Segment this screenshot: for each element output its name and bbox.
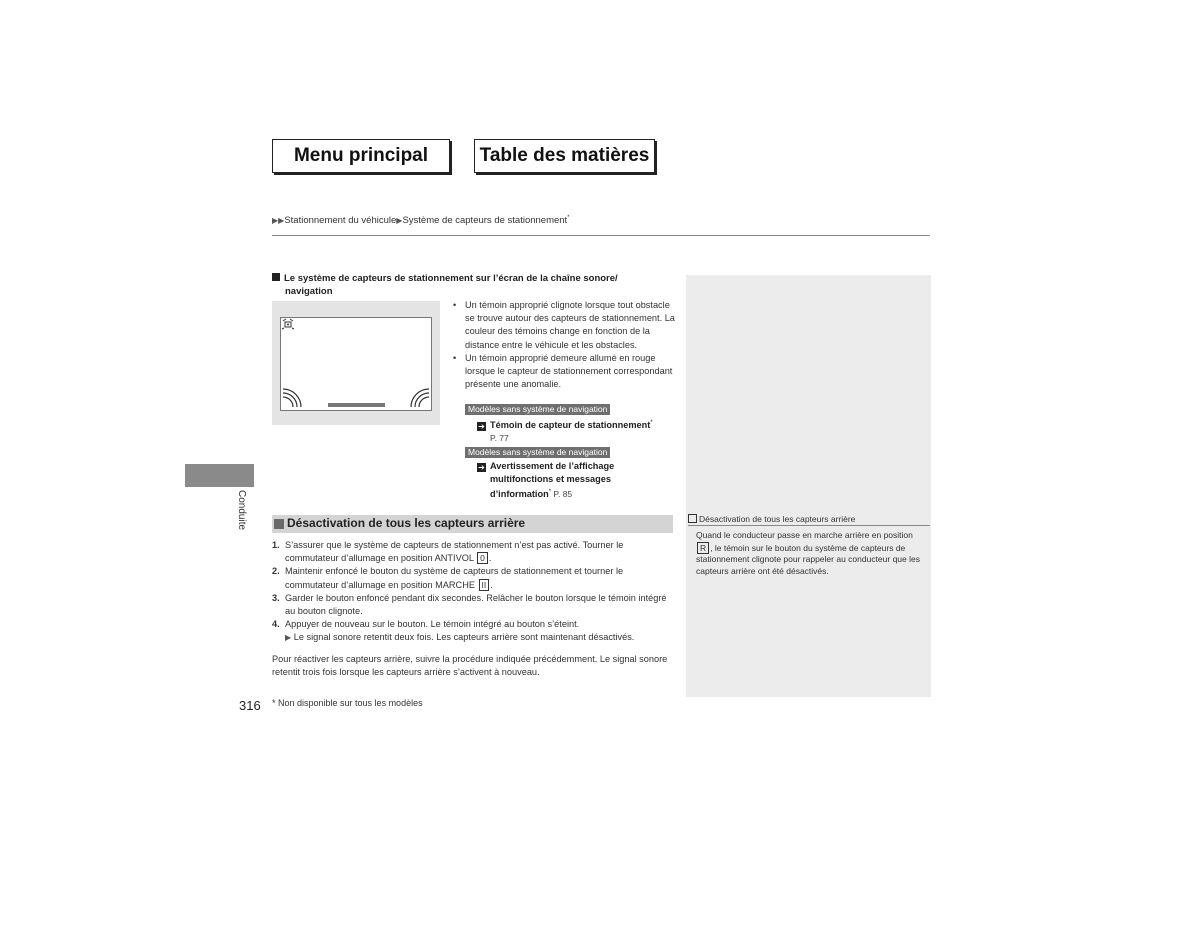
- model-tag: Modèles sans système de navigation: [465, 404, 610, 415]
- chapter-tab[interactable]: [185, 464, 254, 487]
- note-body: Quand le conducteur passe en marche arrière en position R , le témoin sur le bouton du système de capteurs de stationnement clignote pour rappeler au conducteur que les capteurs arrière ont été désactivés.: [696, 530, 920, 576]
- subsection-heading: Le système de capteurs de stationnement sur l’écran de la chaîne sonore/ navigation: [272, 272, 672, 298]
- reverse-gear-key-icon: R: [697, 542, 709, 554]
- rear-right-sensor-waves-icon: [411, 389, 429, 407]
- breadcrumb-arrow-icon: ▶: [396, 216, 403, 226]
- list-item: • Un témoin approprié clignote lorsque tout obstacle se trouve autour des capteurs de stationnement. La couleur des témoins change en fonction de la distance entre le véhicule et les obstacles.: [453, 299, 675, 352]
- breadcrumb-item-parking[interactable]: Stationnement du véhicule: [284, 215, 397, 227]
- reactivation-paragraph: Pour réactiver les capteurs arrière, suivre la procédure indiquée précédemment. Le signal sonore retentit trois fois lorsque les capteurs arrière s’activent à nouveau.: [272, 654, 668, 678]
- breadcrumb-arrow-icon: ▶▶: [272, 216, 285, 226]
- footnote: * Non disponible sur tous les modèles: [272, 698, 423, 708]
- car-sensor-icon: [282, 319, 294, 329]
- step-1: 1. S’assurer que le système de capteurs de stationnement n’est pas activé. Tourner le commutateur d’allumage en position ANTIVOL 0 .: [272, 540, 624, 564]
- table-of-contents-button[interactable]: Table des matières: [474, 139, 655, 173]
- step-3: 3. Garder le bouton enfoncé pendant dix secondes. Relâcher le bouton lorsque le témoin intégré au bouton clignote.: [272, 592, 667, 617]
- section-heading-bar: [272, 515, 673, 533]
- step-4-result: ▶ Le signal sonore retentit deux fois. Les capteurs arrière sont maintenant désactivés.: [285, 632, 635, 643]
- xref-parking-sensor-indicator[interactable]: ➔ Témoin de capteur de stationnement* P. 77: [478, 420, 653, 444]
- ignition-lock-key-icon: 0: [477, 552, 488, 564]
- xref-arrow-icon: ➔: [478, 463, 485, 472]
- notes-panel: [686, 275, 931, 697]
- rear-center-sensor-bar: [328, 403, 385, 407]
- note-icon: [688, 514, 697, 523]
- main-menu-button[interactable]: Menu principal: [272, 139, 450, 173]
- page-number: 316: [239, 698, 261, 713]
- step-2: 2. Maintenir enfoncé le bouton du système de capteurs de stationnement et tourner le commutateur d’allumage en position MARCHE II .: [272, 566, 624, 590]
- xref-multi-info-display[interactable]: ➔ Avertissement de l’affichage multifonctions et messages d’information* P. 85: [478, 461, 615, 500]
- result-arrow-icon: ▶: [285, 633, 292, 643]
- xref-arrow-icon: ➔: [478, 422, 485, 432]
- breadcrumb: [272, 215, 570, 226]
- list-item: • Un témoin approprié demeure allumé en rouge lorsque le capteur de stationnement correspondant présente une anomalie.: [453, 352, 675, 392]
- section-square-icon: [274, 519, 284, 529]
- indicator-bullets: [453, 299, 675, 391]
- ignition-on-key-icon: II: [479, 579, 490, 591]
- chapter-tab-label: Conduite: [236, 490, 247, 531]
- square-bullet-icon: [272, 273, 280, 281]
- rear-left-sensor-waves-icon: [283, 389, 301, 407]
- breadcrumb-item-sensor-system[interactable]: Système de capteurs de stationnement: [402, 215, 568, 227]
- header-divider: [272, 235, 930, 236]
- footnote-star: *: [567, 215, 570, 221]
- section-title: Désactivation de tous les capteurs arrière: [287, 516, 526, 530]
- parking-sensor-display-graphic: [280, 317, 432, 411]
- model-tag: Modèles sans système de navigation: [465, 447, 610, 458]
- step-4: 4. Appuyer de nouveau sur le bouton. Le témoin intégré au bouton s’éteint.: [272, 619, 580, 630]
- procedure-steps: [272, 539, 672, 645]
- note-heading: Désactivation de tous les capteurs arrière: [688, 514, 930, 526]
